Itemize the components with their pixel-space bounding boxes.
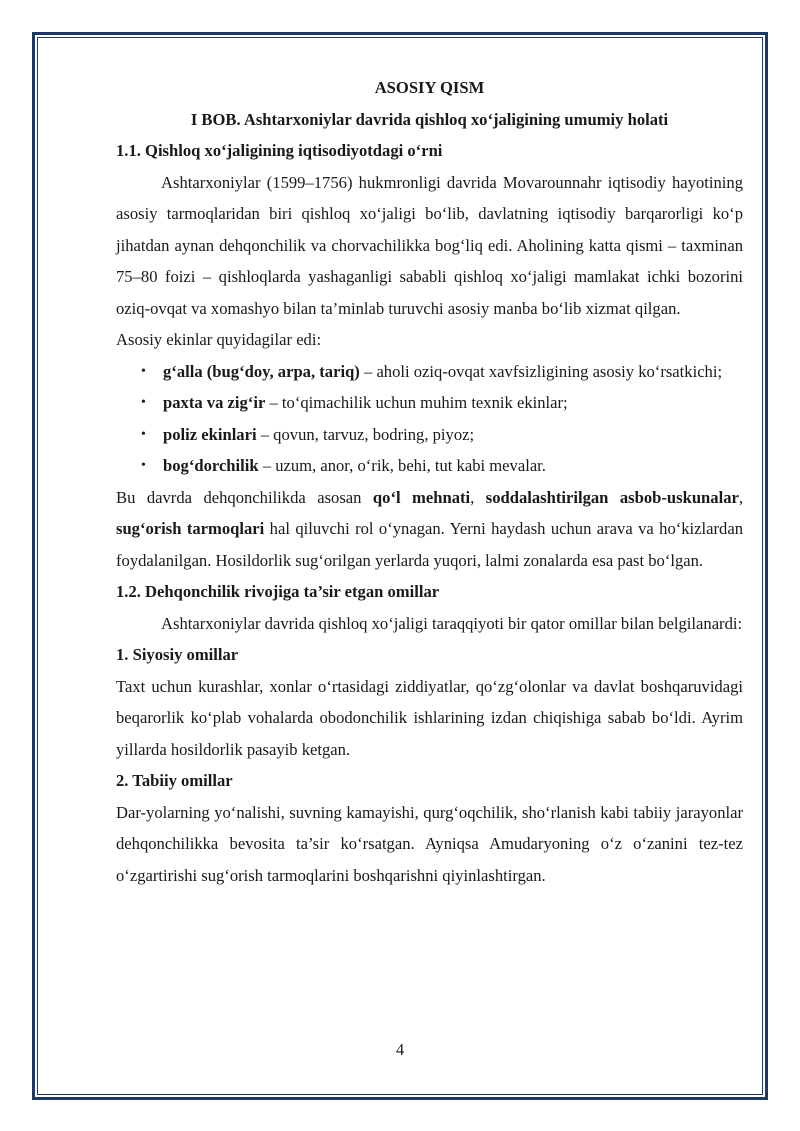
factor-political-text: Taxt uchun kurashlar, xonlar o‘rtasidagi ziddiyatlar, qo‘zg‘olonlar va davlat boshqaruvidagi beqarorlik ko‘plab vohalarda obodonchilik ishlarining izdan chiqishiga sabab bo‘ldi. Ayrim yillarda hosildorlik pasayib ketgan. (116, 676, 743, 759)
main-heading: ASOSIY QISM (374, 78, 485, 97)
bullet-icon: • (141, 458, 146, 473)
bullet-icon: • (141, 395, 146, 410)
list-item (116, 387, 743, 419)
section-1-1-title: 1.1. Qishloq xo‘jaligining iqtisodiyotdagi o‘rni (116, 141, 443, 160)
paragraph-farming-methods (116, 482, 743, 577)
crop-name: bog‘dorchilik (163, 456, 259, 475)
crop-description: – qovun, tarvuz, bodring, piyoz; (256, 424, 475, 444)
text-run: hal qiluvchi rol o‘ynagan. Yerni haydash uchun arava va ho‘kizlardan foydalanilgan. Hosildorlik sug‘orilgan yerlarda yuqori, lalmi zonalarda esa past bo‘lgan. (116, 519, 743, 570)
text-run: Bu davrda dehqonchilikda asosan (116, 487, 373, 507)
section-1-2-title: 1.2. Dehqonchilik rivojiga ta’sir etgan omillar (116, 582, 440, 601)
page-number: 4 (395, 1040, 405, 1059)
text-run: , (738, 487, 744, 507)
crop-description: – aholi oziq-ovqat xavfsizligining asosiy ko‘rsatkichi; (359, 361, 723, 381)
crop-name: g‘alla (bug‘doy, arpa, tariq) (163, 361, 360, 381)
crops-intro: Asosiy ekinlar quyidagilar edi: (116, 330, 322, 349)
emphasis-manual-labor: qo‘l mehnati (372, 487, 471, 507)
paragraph-factors-intro: Ashtarxoniylar davrida qishloq xo‘jaligi taraqqiyoti bir qator omillar bilan belgilanardi: (161, 613, 743, 633)
list-item (116, 356, 743, 388)
crops-list (116, 356, 743, 482)
factor-natural-title: 2. Tabiiy omillar (116, 771, 233, 790)
crop-description: – to‘qimachilik uchun muhim texnik ekinlar; (265, 393, 568, 412)
document-body (116, 72, 743, 891)
list-item (116, 419, 743, 451)
crop-name: poliz ekinlari (163, 424, 257, 444)
chapter-title: I BOB. Ashtarxoniylar davrida qishloq xo‘jaligining umumiy holati (190, 109, 669, 129)
bullet-icon: • (141, 426, 146, 442)
bullet-icon: • (141, 363, 146, 379)
text-run: , (470, 487, 486, 507)
list-item (116, 450, 743, 482)
emphasis-tools: soddalashtirilgan asbob-uskunalar (485, 487, 739, 507)
factor-political-title: 1. Siyosiy omillar (116, 645, 239, 664)
paragraph-economy-role: Ashtarxoniylar (1599–1756) hukmronligi davrida Movarounnahr iqtisodiy hayotining asosiy tarmoqlaridan biri qishloq xo‘jaligi bo‘lib, davlatning iqtisodiy barqarorligi ko‘p jihatdan aynan dehqonchilik va chorvachilikka bog‘liq edi. Aholining katta qismi – taxminan 75–80 foizi – qishloqlarda yashaganligi sababli qishloq xo‘jaligi mamlakat ichki bozorini oziq-ovqat va xomashyo bilan ta’minlab turuvchi asosiy manba bo‘lib xizmat qilgan. (116, 172, 743, 318)
emphasis-irrigation: sug‘orish tarmoqlari (116, 519, 265, 538)
factor-natural-text: Dar-yolarning yo‘nalishi, suvning kamayishi, qurg‘oqchilik, sho‘rlanish kabi tabiiy jarayonlar dehqonchilikka bevosita ta’sir ko‘rsatgan. Ayniqsa Amudaryoning o‘z o‘zanini tez-tez o‘zgartirishi sug‘orish tarmoqlarini boshqarishni qiyinlashtirgan. (116, 802, 743, 885)
crop-name: paxta va zig‘ir (163, 393, 266, 412)
crop-description: – uzum, anor, o‘rik, behi, tut kabi mevalar. (258, 456, 546, 475)
